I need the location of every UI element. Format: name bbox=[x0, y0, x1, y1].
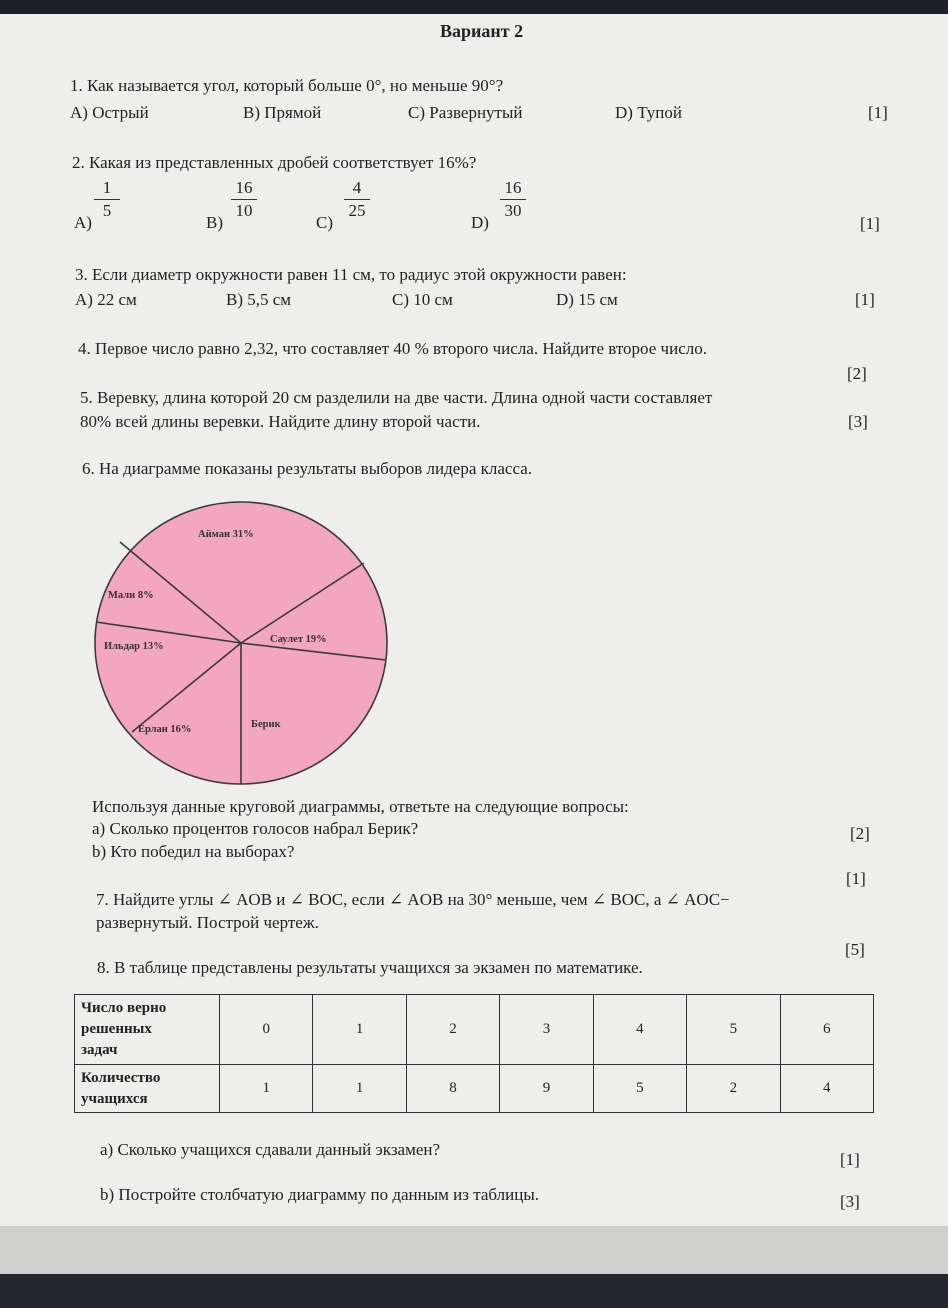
pie-label-erlan: Ерлан 16% bbox=[138, 724, 192, 735]
q3-option-c: C) 10 см bbox=[392, 290, 453, 309]
screen-bottom-strip bbox=[0, 1226, 948, 1274]
q2-fraction-b: 16 10 bbox=[227, 178, 261, 221]
table-cell: 4 bbox=[780, 1065, 873, 1113]
q2-fraction-a: 1 5 bbox=[90, 178, 124, 221]
table-header-solved: Число верно решенных задач bbox=[75, 995, 220, 1065]
q1-score: [1] bbox=[868, 103, 888, 122]
q3-text: 3. Если диаметр окружности равен 11 см, то радиус этой окружности равен: bbox=[75, 265, 627, 284]
q2-score: [1] bbox=[860, 214, 880, 233]
q5-line1: 5. Веревку, длина которой 20 см разделили на две части. Длина одной части составляет bbox=[80, 388, 713, 407]
q5-line2: 80% всей длины веревки. Найдите длину второй части. bbox=[80, 412, 481, 431]
pie-chart bbox=[94, 500, 394, 796]
q4-score: [2] bbox=[847, 364, 867, 383]
table-cell: 2 bbox=[406, 995, 499, 1065]
q6-score-a: [2] bbox=[850, 824, 870, 843]
table-cell: 2 bbox=[687, 1065, 780, 1113]
q7-score: [5] bbox=[845, 940, 865, 959]
table-cell: 4 bbox=[593, 995, 686, 1065]
q3-option-d: D) 15 см bbox=[556, 290, 618, 309]
table-row-students bbox=[75, 1065, 874, 1113]
q8-score-b: [3] bbox=[840, 1192, 860, 1211]
table-cell: 8 bbox=[406, 1065, 499, 1113]
q6-text: 6. На диаграмме показаны результаты выборов лидера класса. bbox=[82, 459, 532, 478]
table-cell: 5 bbox=[593, 1065, 686, 1113]
q6-intro: Используя данные круговой диаграммы, ответьте на следующие вопросы: bbox=[92, 797, 629, 816]
q2-option-c-label: C) bbox=[316, 213, 333, 232]
pie-label-mali: Мали 8% bbox=[108, 590, 154, 601]
table-cell: 5 bbox=[687, 995, 780, 1065]
q2-fraction-c: 4 25 bbox=[340, 178, 374, 221]
q7-line2: развернутый. Построй чертеж. bbox=[96, 913, 319, 932]
q2-fraction-d: 16 30 bbox=[496, 178, 530, 221]
q6-score-b: [1] bbox=[846, 869, 866, 888]
q5-score: [3] bbox=[848, 412, 868, 431]
pie-label-ildar: Ильдар 13% bbox=[104, 641, 164, 652]
screen-bezel bbox=[0, 1274, 948, 1308]
table-cell: 3 bbox=[500, 995, 593, 1065]
q3-score: [1] bbox=[855, 290, 875, 309]
q7-line1: 7. Найдите углы ∠ AOB и ∠ BOC, если ∠ AOB на 30° меньше, чем ∠ BOC, а ∠ AOC− bbox=[96, 890, 730, 909]
table-cell: 0 bbox=[220, 995, 313, 1065]
table-cell: 1 bbox=[313, 1065, 406, 1113]
q8-question-b: b) Постройте столбчатую диаграмму по данным из таблицы. bbox=[100, 1185, 540, 1204]
q1-option-d: D) Тупой bbox=[615, 103, 682, 122]
page-title: Вариант 2 bbox=[440, 21, 524, 41]
q3-option-a: A) 22 см bbox=[75, 290, 137, 309]
q1-option-a: A) Острый bbox=[70, 103, 149, 122]
q1-option-c: C) Развернутый bbox=[408, 103, 523, 122]
table-cell: 6 bbox=[780, 995, 873, 1065]
q6-question-b: b) Кто победил на выборах? bbox=[92, 842, 295, 861]
table-cell: 1 bbox=[313, 995, 406, 1065]
table-row-solved bbox=[75, 995, 874, 1065]
table-header-students: Количество учащихся bbox=[75, 1065, 220, 1113]
q4-text: 4. Первое число равно 2,32, что составляет 40 % второго числа. Найдите второе число. bbox=[78, 339, 707, 358]
q2-option-d-label: D) bbox=[471, 213, 489, 232]
q2-option-a-label: A) bbox=[74, 213, 92, 232]
table-cell: 9 bbox=[500, 1065, 593, 1113]
pie-label-saulet: Саулет 19% bbox=[270, 634, 327, 645]
q8-question-a: a) Сколько учащихся сдавали данный экзамен? bbox=[100, 1140, 441, 1159]
q1-text: 1. Как называется угол, который больше 0°, но меньше 90°? bbox=[70, 76, 504, 95]
q8-text: 8. В таблице представлены результаты учащихся за экзамен по математике. bbox=[97, 958, 643, 977]
results-table bbox=[74, 994, 874, 1113]
q6-question-a: a) Сколько процентов голосов набрал Берик? bbox=[92, 819, 419, 838]
q8-score-a: [1] bbox=[840, 1150, 860, 1169]
q1-option-b: B) Прямой bbox=[243, 103, 322, 122]
q3-option-b: B) 5,5 см bbox=[226, 290, 292, 309]
q2-option-b-label: B) bbox=[206, 213, 223, 232]
pie-label-berik: Берик bbox=[251, 719, 281, 730]
q2-text: 2. Какая из представленных дробей соответствует 16%? bbox=[72, 153, 477, 172]
table-cell: 1 bbox=[220, 1065, 313, 1113]
pie-label-aiman: Айман 31% bbox=[198, 529, 254, 540]
